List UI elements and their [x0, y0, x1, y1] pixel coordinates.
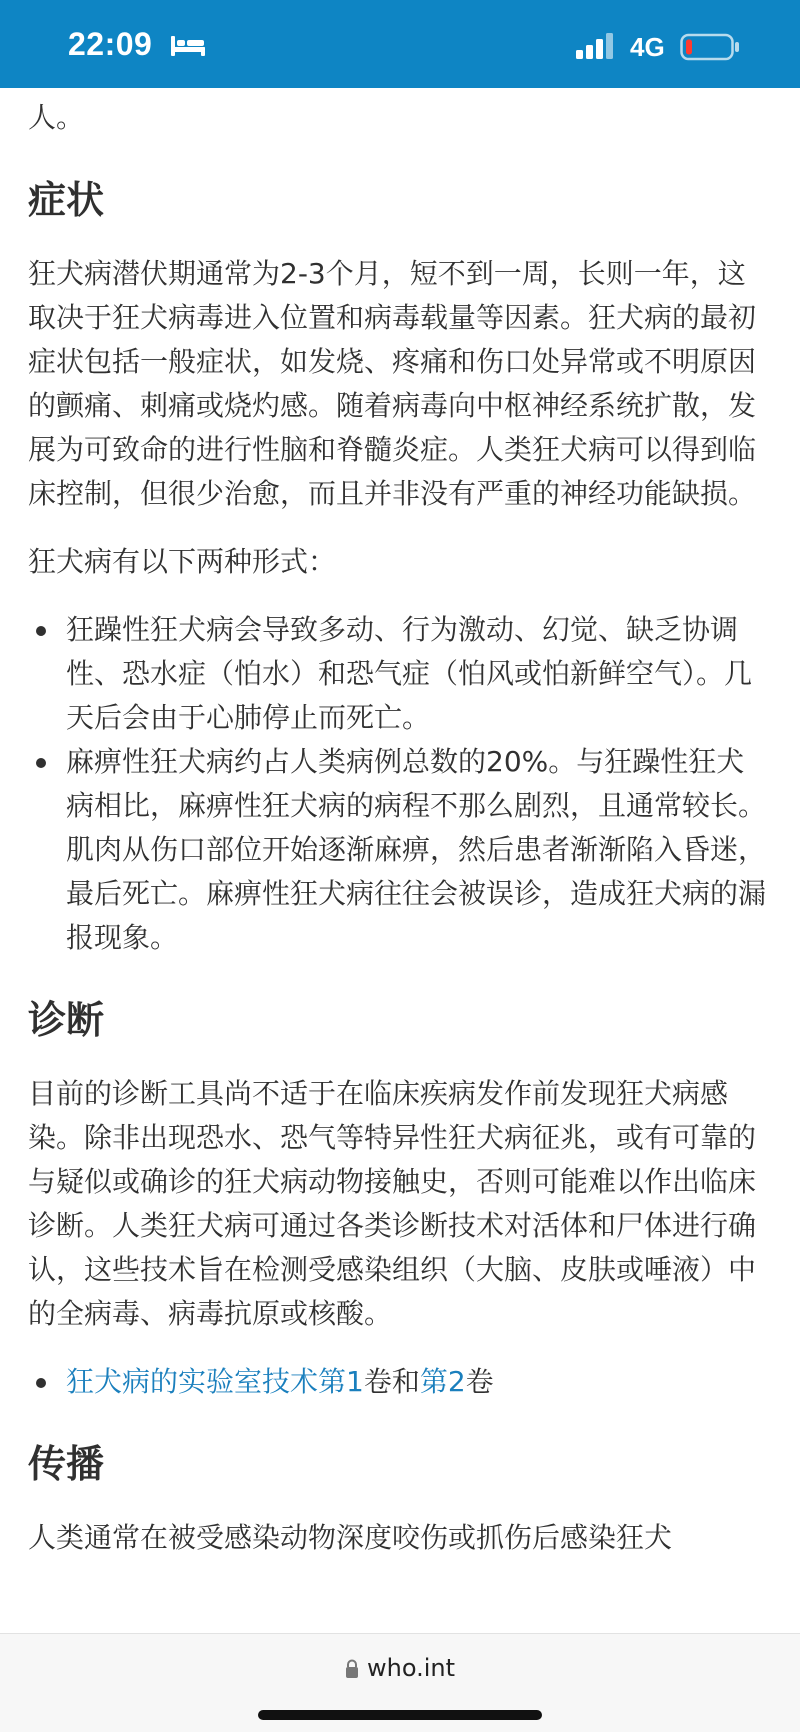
- list-item: [66, 740, 766, 960]
- forms-list: [0, 608, 800, 960]
- heading-diagnosis: 诊断: [28, 998, 105, 1042]
- list-item-text: 狂躁性狂犬病会导致多动、行为激动、幻觉、缺乏协调性、恐水症（怕水）和恐气症（怕风或怕新鲜空气）。几天后会由于心肺停止而死亡。: [66, 613, 753, 734]
- lab-techniques-vol1-link[interactable]: 狂犬病的实验室技术第1: [66, 1365, 364, 1398]
- browser-bottom-bar: [0, 1633, 800, 1732]
- list-item-text: 麻痹性狂犬病约占人类病例总数的20%。与狂躁性狂犬病相比，麻痹性狂犬病的病程不那么剧烈，且通常较长。肌肉从伤口部位开始逐渐麻痹，然后患者渐渐陷入昏迷，最后死亡。麻痹性狂犬病往往会被误诊，造成狂犬病的漏报现象。: [66, 745, 767, 954]
- list-item: [66, 608, 766, 740]
- bed-icon: [170, 34, 206, 58]
- article-content: [0, 88, 800, 1633]
- transmission-paragraph: 人类通常在被受感染动物深度咬伤或抓伤后感染狂犬: [28, 1521, 673, 1554]
- diagnosis-paragraph: 目前的诊断工具尚不适于在临床疾病发作前发现狂犬病感染。除非出现恐水、恐气等特异性狂犬病征兆，或有可靠的与疑似或确诊的狂犬病动物接触史，否则可能难以作出临床诊断。人类狂犬病可通过各类诊断技术对活体和尸体进行确认，这些技术旨在检测受感染组织（大脑、皮肤或唾液）中的全病毒、病毒抗原或核酸。: [28, 1077, 757, 1330]
- battery-icon: [680, 33, 740, 61]
- lock-icon: [345, 1659, 359, 1679]
- status-bar: [0, 0, 800, 88]
- list-item: [66, 1360, 766, 1404]
- status-time: 22:09: [68, 26, 153, 62]
- forms-intro: 狂犬病有以下两种形式：: [28, 545, 337, 578]
- signal-icon: [574, 32, 618, 60]
- heading-symptoms: 症状: [28, 178, 105, 222]
- bullet-icon: [36, 626, 46, 636]
- bullet-icon: [36, 758, 46, 768]
- network-label: 4G: [630, 32, 665, 62]
- link-separator: 卷和: [363, 1365, 420, 1398]
- url-text: who.int: [366, 1654, 456, 1682]
- home-indicator[interactable]: [258, 1710, 542, 1720]
- lab-techniques-vol2-link[interactable]: 第2: [419, 1365, 466, 1398]
- address-bar[interactable]: [0, 1654, 800, 1682]
- text-line: 人。: [28, 101, 85, 134]
- bullet-icon: [36, 1378, 46, 1388]
- resource-list: [0, 1360, 800, 1404]
- symptoms-paragraph: 狂犬病潜伏期通常为2-3个月，短不到一周，长则一年，这取决于狂犬病毒进入位置和病毒载量等因素。狂犬病的最初症状包括一般症状，如发烧、疼痛和伤口处异常或不明原因的颤痛、刺痛或烧灼感。随着病毒向中枢神经系统扩散，发展为可致命的进行性脑和脊髓炎症。人类狂犬病可以得到临床控制，但很少治愈，而且并非没有严重的神经功能缺损。: [28, 257, 757, 510]
- link-tail: 卷: [465, 1365, 494, 1398]
- heading-transmission: 传播: [28, 1442, 105, 1486]
